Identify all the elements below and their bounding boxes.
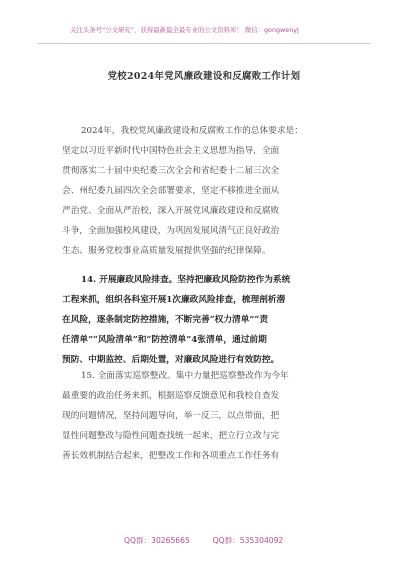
- page-title: 党校2024年党风廉政建设和反腐败工作计划: [107, 71, 301, 82]
- paragraph-line: 斗争，全面加强校风建设，为巩固发展风清气正良好政治: [62, 226, 280, 236]
- header-banner: 关注头条号“公文研究”，获得最新最全最专业的公文资料库！ 微信：gongwenyj: [70, 26, 299, 34]
- paragraph-line: 在风险，逐条制定防控措施，不断完善“权力清单”“责: [62, 315, 269, 325]
- paragraph-line: 2024年，我校党风廉政建设和反腐败工作的总体要求是：: [81, 126, 303, 136]
- paragraph-line: 严治党、全面从严治校，深入开展党风廉政建设和反腐败: [62, 206, 280, 216]
- paragraph-line: 现的问题情况，坚持问题导向，举一反三，以点带面，把: [62, 411, 280, 421]
- header-divider: [38, 43, 370, 44]
- paragraph-line: 善长效机制结合起来，把整改工作和各项重点工作任务有: [62, 451, 280, 461]
- paragraph-item-15: [62, 366, 352, 466]
- paragraph-line: 生态、服务党校事业高质量发展提供坚强的纪律保障。: [62, 246, 271, 256]
- paragraph-line: 最重要的政治任务来抓，根据巡察反馈意见和我校自查发: [62, 391, 280, 401]
- footer-contact: [124, 535, 324, 547]
- paragraph-line: 任清单”“风险清单”和“防控清单”4张清单，通过前期: [62, 335, 267, 345]
- paragraph-overall-requirements: [62, 121, 352, 261]
- footer-qq-group-1: QQ群：30265665: [124, 536, 190, 545]
- paragraph-line: 预防、中期监控、后期处置，对廉政风险进行有效防控。: [62, 355, 280, 365]
- paragraph-line: 15. 全面落实巡察整改。集中力量把巡察整改作为今年: [81, 371, 289, 381]
- paragraph-item-14: [62, 270, 352, 370]
- footer-qq-group-2: QQ群：535304092: [212, 536, 284, 545]
- paragraph-line: 工程来抓，组织各科室开展1次廉政风险排查，梳理剖析潜: [62, 295, 286, 305]
- paragraph-line: 显性问题整改与隐性问题查找统一起来，把立行立改与完: [62, 431, 280, 441]
- paragraph-line: 会、州纪委九届四次全会部署要求，坚定不移推进全面从: [62, 186, 280, 196]
- paragraph-line: 坚定以习近平新时代中国特色社会主义思想为指导，全面: [62, 146, 280, 156]
- paragraph-line: 贯彻落实二十届中央纪委三次全会和省纪委十二届三次全: [62, 166, 280, 176]
- paragraph-line: 14. 开展廉政风险排查。坚持把廉政风险防控作为系统: [81, 275, 291, 285]
